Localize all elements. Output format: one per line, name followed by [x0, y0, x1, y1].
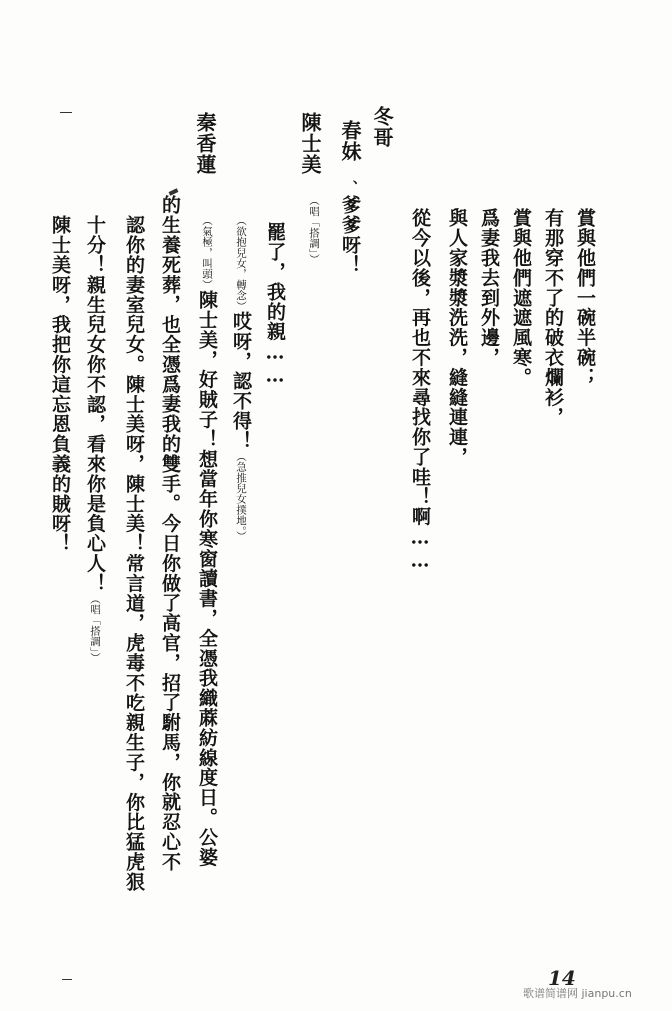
song-line: 賞與他們一碗半碗；: [574, 208, 596, 388]
qin-line: （氣極，叫頭）陳士美，好賊子！想當年你寒窗讀書，全憑我織蔴紡線度日。公婆: [196, 215, 218, 868]
chen-line: 罷了，我的親……: [264, 222, 286, 388]
song-line: 賞與他們遮遮風寒。: [510, 208, 532, 388]
song-line: 爲妻我去到外邊，: [478, 208, 500, 368]
chunmei-line: 、爹爹呀！: [339, 180, 361, 275]
speaker-qin-xianglian: 秦香蓮: [193, 112, 217, 175]
song-line: 有那穿不了的破衣爛衫，: [542, 208, 564, 427]
qin-line: 十分！親生兒女你不認，看來你是負心人！（唱「搭調」）: [84, 215, 106, 663]
watermark: 歌谱简谱网 jianpu.cn: [523, 987, 632, 1000]
print-mark: [62, 979, 72, 980]
speaker-chun-mei: 春妹: [338, 120, 362, 162]
chen-line: （欲抱兒女，轉念）哎呀，認不得！（急推兒女撲地。）: [230, 215, 252, 542]
page-number: 14: [548, 966, 576, 990]
qin-line: 的生養死葬，也全憑爲妻我的雙手。今日你做了高官，招了駙馬，你就忍心不: [159, 195, 181, 872]
speaker-dong-ge: 冬哥: [370, 106, 394, 148]
speaker-chen-shimei: 陳士美: [298, 112, 322, 175]
qin-line: 陳士美呀，我把你這忘恩負義的賊呀！: [49, 215, 71, 554]
song-line: 與人家漿漿洗洗，縫縫連連，: [446, 208, 468, 467]
print-mark: [60, 112, 72, 113]
song-line: 從今以後，再也不來尋找你了哇！啊……: [409, 208, 431, 573]
chen-stage-direction: （唱「搭調」）: [308, 195, 320, 265]
qin-line: 認你的妻室兒女。陳士美呀，陳士美！常言道，虎毒不吃親生子，你比猛虎狠: [123, 215, 145, 892]
